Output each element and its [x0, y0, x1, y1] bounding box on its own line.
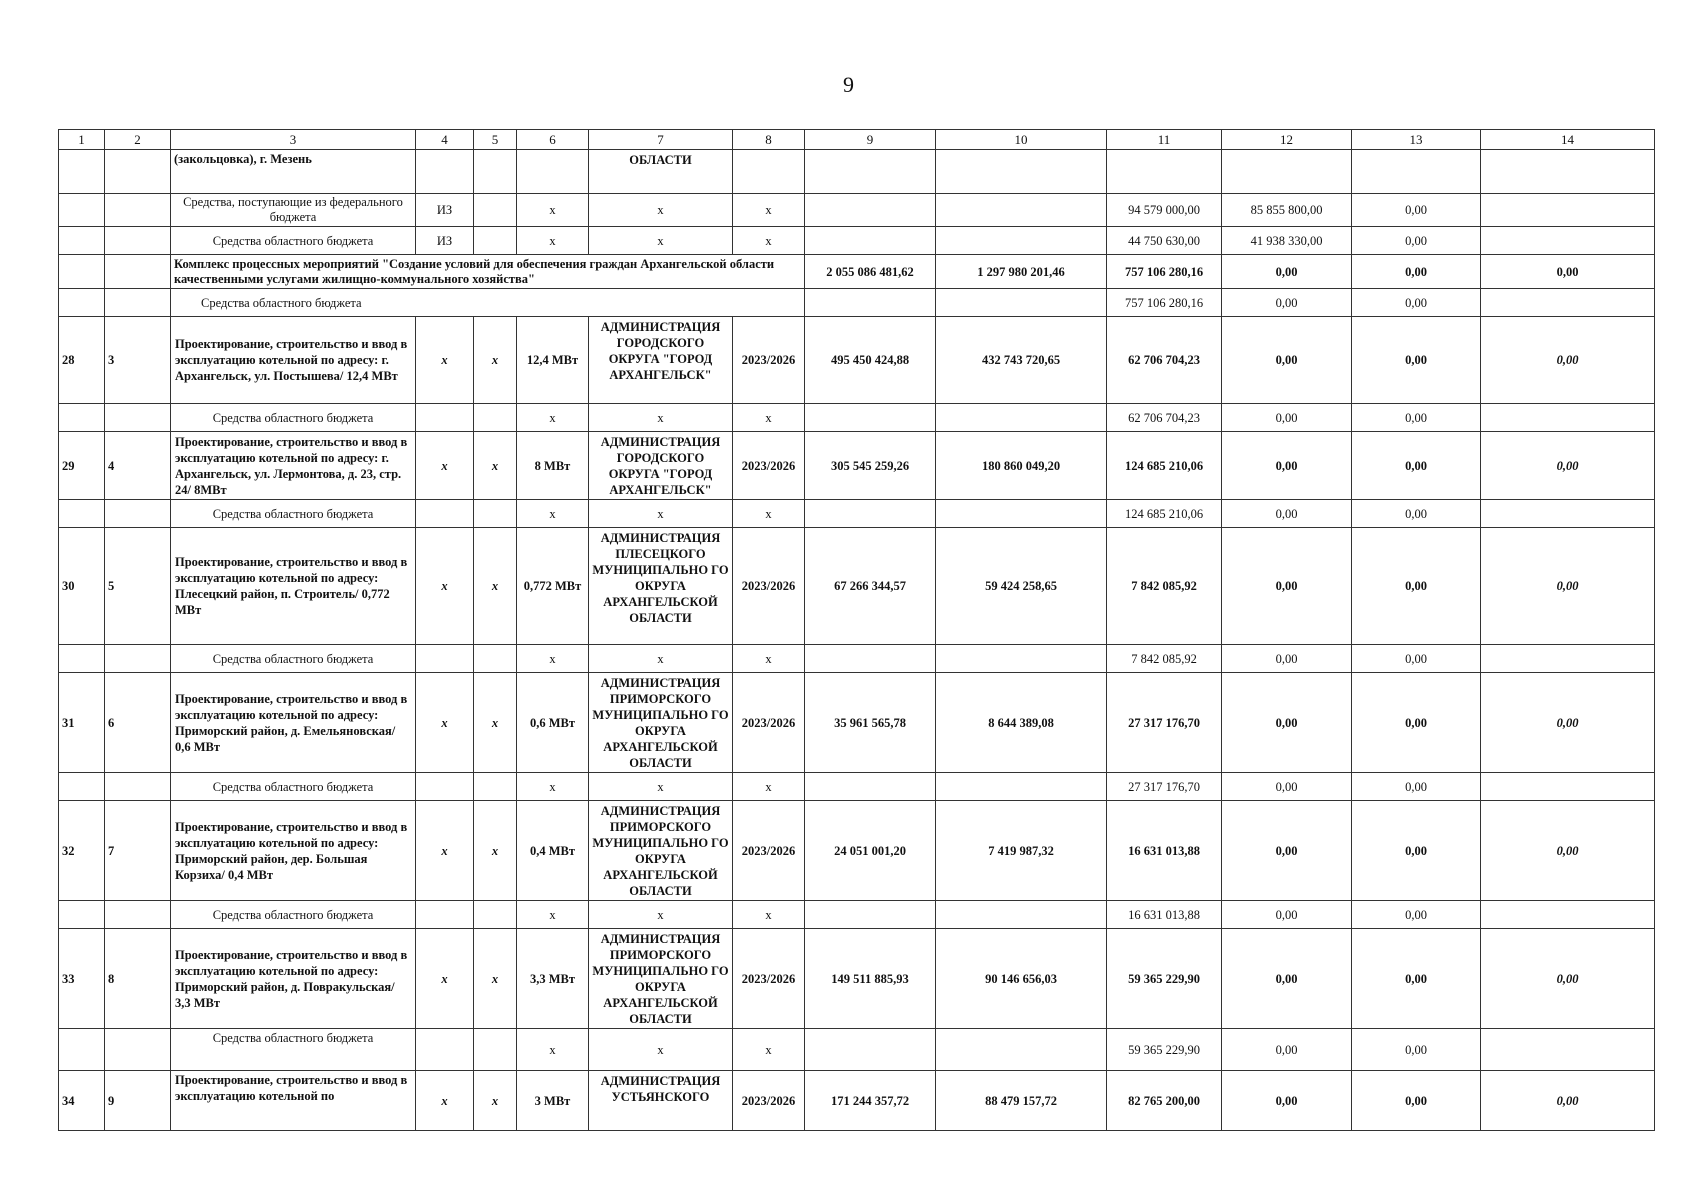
- cell: x: [474, 317, 517, 404]
- cell: ИЗ: [416, 194, 474, 227]
- period: 2023/2026: [733, 528, 805, 645]
- column-number: 4: [416, 130, 474, 150]
- cell: [474, 645, 517, 673]
- period: 2023/2026: [733, 1071, 805, 1131]
- funding-source: Средства областного бюджета: [171, 227, 416, 255]
- item-number: 5: [105, 528, 171, 645]
- cell: 0,00: [1222, 901, 1352, 929]
- cell: x: [589, 227, 733, 255]
- cell: x: [474, 801, 517, 901]
- cell: 41 938 330,00: [1222, 227, 1352, 255]
- cell: 0,00: [1352, 1029, 1481, 1071]
- cell: [416, 404, 474, 432]
- cell: [1481, 500, 1655, 528]
- cell: 0,00: [1352, 528, 1481, 645]
- item-name: Проектирование, строительство и ввод в эксплуатацию котельной по адресу: г. Архангельск, ул. Постышева/ 12,4 МВт: [171, 317, 416, 404]
- cell: x: [474, 673, 517, 773]
- table-row: [59, 673, 1655, 773]
- cell: x: [517, 404, 589, 432]
- cell: x: [474, 1071, 517, 1131]
- item-name: Проектирование, строительство и ввод в эксплуатацию котельной по адресу: Приморский район, дер. Большая Корзиха/ 0,4 МВт: [171, 801, 416, 901]
- cell: x: [517, 500, 589, 528]
- cell: x: [416, 432, 474, 500]
- cell: x: [416, 1071, 474, 1131]
- table-row: [59, 432, 1655, 500]
- funding-source: Средства областного бюджета: [171, 1029, 416, 1071]
- cell: x: [589, 773, 733, 801]
- cell: 16 631 013,88: [1107, 901, 1222, 929]
- cell: 0,00: [1222, 500, 1352, 528]
- item-name: Проектирование, строительство и ввод в эксплуатацию котельной по: [171, 1071, 416, 1131]
- cell: ИЗ: [416, 227, 474, 255]
- column-number: 12: [1222, 130, 1352, 150]
- cell: [1481, 901, 1655, 929]
- period: 2023/2026: [733, 673, 805, 773]
- cell: 757 106 280,16: [1107, 289, 1222, 317]
- responsible-org: ОБЛАСТИ: [589, 150, 733, 194]
- cell: [416, 1029, 474, 1071]
- funding-source: Средства областного бюджета: [171, 773, 416, 801]
- column-number: 13: [1352, 130, 1481, 150]
- cell: 59 424 258,65: [936, 528, 1107, 645]
- cell: 0,00: [1352, 901, 1481, 929]
- cell: [416, 500, 474, 528]
- capacity: 3 МВт: [517, 1071, 589, 1131]
- cell: 16 631 013,88: [1107, 801, 1222, 901]
- cell: x: [416, 801, 474, 901]
- cell: x: [589, 645, 733, 673]
- column-number: 14: [1481, 130, 1655, 150]
- responsible-org: АДМИНИСТРАЦИЯ ПРИМОРСКОГО МУНИЦИПАЛЬНО ГО ОКРУГА АРХАНГЕЛЬСКОЙ ОБЛАСТИ: [589, 801, 733, 901]
- cell: 0,00: [1352, 673, 1481, 773]
- cell: [805, 1029, 936, 1071]
- column-number: 10: [936, 130, 1107, 150]
- responsible-org: АДМИНИСТРАЦИЯ ГОРОДСКОГО ОКРУГА "ГОРОД АРХАНГЕЛЬСК": [589, 432, 733, 500]
- row-number: 34: [59, 1071, 105, 1131]
- cell: 0,00: [1481, 1071, 1655, 1131]
- cell: x: [517, 901, 589, 929]
- cell: [1481, 1029, 1655, 1071]
- item-number: 9: [105, 1071, 171, 1131]
- column-number: 1: [59, 130, 105, 150]
- table-row: [59, 645, 1655, 673]
- cell: [474, 901, 517, 929]
- column-numbers-row: [59, 130, 1655, 150]
- table-row: [59, 773, 1655, 801]
- cell: x: [589, 901, 733, 929]
- funding-source: Средства областного бюджета: [171, 404, 416, 432]
- cell: [1481, 773, 1655, 801]
- table-row: [59, 404, 1655, 432]
- cell: 0,00: [1352, 500, 1481, 528]
- cell: 27 317 176,70: [1107, 673, 1222, 773]
- cell: 0,00: [1222, 432, 1352, 500]
- funding-source: Средства областного бюджета: [171, 645, 416, 673]
- cell: x: [416, 317, 474, 404]
- complex-title: Комплекс процессных мероприятий "Создание условий для обеспечения граждан Архангельской области качественными услугами жилищно-коммунального хозяйства": [171, 255, 805, 289]
- capacity: 8 МВт: [517, 432, 589, 500]
- cell: 0,00: [1222, 645, 1352, 673]
- cell: [936, 500, 1107, 528]
- table-row: [59, 150, 1655, 194]
- funding-source: Средства областного бюджета: [171, 500, 416, 528]
- cell: 0,00: [1352, 404, 1481, 432]
- column-number: 2: [105, 130, 171, 150]
- cell: 0,00: [1352, 432, 1481, 500]
- cell: [474, 773, 517, 801]
- cell: x: [474, 432, 517, 500]
- column-number: 11: [1107, 130, 1222, 150]
- cell: x: [733, 227, 805, 255]
- cell: 0,00: [1481, 929, 1655, 1029]
- cell: 82 765 200,00: [1107, 1071, 1222, 1131]
- cell: [59, 404, 105, 432]
- cell: [805, 773, 936, 801]
- funding-source: Средства областного бюджета: [171, 901, 416, 929]
- financing-table: [58, 129, 1655, 1131]
- cell: [59, 901, 105, 929]
- cell: x: [589, 500, 733, 528]
- table-row: [59, 317, 1655, 404]
- cell: [105, 901, 171, 929]
- cell: x: [733, 1029, 805, 1071]
- capacity: 0,4 МВт: [517, 801, 589, 901]
- cell: x: [416, 673, 474, 773]
- cell: 90 146 656,03: [936, 929, 1107, 1029]
- cell: x: [589, 1029, 733, 1071]
- cell: x: [589, 194, 733, 227]
- row-number: 31: [59, 673, 105, 773]
- cell: x: [733, 194, 805, 227]
- cell: x: [733, 500, 805, 528]
- row-number: 33: [59, 929, 105, 1029]
- column-number: 3: [171, 130, 416, 150]
- capacity: 0,772 МВт: [517, 528, 589, 645]
- cell: 7 842 085,92: [1107, 645, 1222, 673]
- cell: 0,00: [1352, 227, 1481, 255]
- capacity: 3,3 МВт: [517, 929, 589, 1029]
- item-name: Проектирование, строительство и ввод в эксплуатацию котельной по адресу: г. Архангельск, ул. Лермонтова, д. 23, стр. 24/ 8МВт: [171, 432, 416, 500]
- cell: x: [733, 404, 805, 432]
- item-number: 6: [105, 673, 171, 773]
- funding-source: Средства, поступающие из федерального бюджета: [171, 194, 416, 227]
- cell: [416, 645, 474, 673]
- table-row: [59, 227, 1655, 255]
- cell: [105, 645, 171, 673]
- cell: [105, 500, 171, 528]
- cell: [936, 1029, 1107, 1071]
- cell: 62 706 704,23: [1107, 404, 1222, 432]
- cell: x: [517, 1029, 589, 1071]
- cell: 0,00: [1352, 1071, 1481, 1131]
- cell: [805, 645, 936, 673]
- cell: 0,00: [1222, 1071, 1352, 1131]
- table-row: [59, 255, 1655, 289]
- cell: [105, 1029, 171, 1071]
- table-row: [59, 289, 1655, 317]
- cell: 24 051 001,20: [805, 801, 936, 901]
- cell: 2 055 086 481,62: [805, 255, 936, 289]
- cell: 27 317 176,70: [1107, 773, 1222, 801]
- cell: 0,00: [1222, 673, 1352, 773]
- cell: 0,00: [1481, 255, 1655, 289]
- cell: 0,00: [1352, 194, 1481, 227]
- item-name: (закольцовка), г. Мезень: [171, 150, 416, 194]
- cell: [805, 404, 936, 432]
- column-number: 5: [474, 130, 517, 150]
- cell: 0,00: [1222, 801, 1352, 901]
- cell: 0,00: [1352, 289, 1481, 317]
- column-number: 8: [733, 130, 805, 150]
- period: 2023/2026: [733, 929, 805, 1029]
- cell: [936, 901, 1107, 929]
- responsible-org: АДМИНИСТРАЦИЯ ПРИМОРСКОГО МУНИЦИПАЛЬНО ГО ОКРУГА АРХАНГЕЛЬСКОЙ ОБЛАСТИ: [589, 929, 733, 1029]
- table-row: [59, 528, 1655, 645]
- cell: 0,00: [1352, 645, 1481, 673]
- cell: 62 706 704,23: [1107, 317, 1222, 404]
- cell: 1 297 980 201,46: [936, 255, 1107, 289]
- page-number: 9: [843, 72, 854, 97]
- cell: 88 479 157,72: [936, 1071, 1107, 1131]
- cell: 7 842 085,92: [1107, 528, 1222, 645]
- cell: 67 266 344,57: [805, 528, 936, 645]
- cell: 8 644 389,08: [936, 673, 1107, 773]
- cell: [936, 645, 1107, 673]
- table-row: [59, 901, 1655, 929]
- cell: 0,00: [1222, 289, 1352, 317]
- cell: [59, 500, 105, 528]
- cell: [474, 404, 517, 432]
- cell: [474, 1029, 517, 1071]
- cell: 0,00: [1481, 801, 1655, 901]
- cell: 0,00: [1222, 404, 1352, 432]
- cell: x: [474, 929, 517, 1029]
- cell: 0,00: [1352, 317, 1481, 404]
- period: 2023/2026: [733, 432, 805, 500]
- cell: 757 106 280,16: [1107, 255, 1222, 289]
- table-row: [59, 1029, 1655, 1071]
- cell: x: [474, 528, 517, 645]
- cell: 0,00: [1222, 929, 1352, 1029]
- table-row: [59, 929, 1655, 1029]
- cell: 0,00: [1222, 528, 1352, 645]
- row-number: 28: [59, 317, 105, 404]
- cell: x: [733, 773, 805, 801]
- capacity: 12,4 МВт: [517, 317, 589, 404]
- table-row: [59, 801, 1655, 901]
- cell: x: [517, 227, 589, 255]
- cell: 149 511 885,93: [805, 929, 936, 1029]
- cell: [59, 1029, 105, 1071]
- cell: x: [733, 645, 805, 673]
- cell: x: [589, 404, 733, 432]
- responsible-org: АДМИНИСТРАЦИЯ УСТЬЯНСКОГО: [589, 1071, 733, 1131]
- cell: 0,00: [1352, 773, 1481, 801]
- cell: 0,00: [1352, 255, 1481, 289]
- cell: 0,00: [1352, 929, 1481, 1029]
- cell: x: [517, 194, 589, 227]
- table-row: [59, 1071, 1655, 1131]
- cell: 44 750 630,00: [1107, 227, 1222, 255]
- cell: [1481, 645, 1655, 673]
- period: 2023/2026: [733, 801, 805, 901]
- cell: 59 365 229,90: [1107, 1029, 1222, 1071]
- cell: [1481, 404, 1655, 432]
- cell: 85 855 800,00: [1222, 194, 1352, 227]
- cell: 35 961 565,78: [805, 673, 936, 773]
- cell: [105, 404, 171, 432]
- cell: 0,00: [1222, 773, 1352, 801]
- funding-source: Средства областного бюджета: [171, 289, 805, 317]
- column-number: 7: [589, 130, 733, 150]
- cell: 124 685 210,06: [1107, 432, 1222, 500]
- cell: 0,00: [1222, 1029, 1352, 1071]
- item-number: 4: [105, 432, 171, 500]
- cell: [59, 645, 105, 673]
- cell: 0,00: [1352, 801, 1481, 901]
- cell: 432 743 720,65: [936, 317, 1107, 404]
- capacity: 0,6 МВт: [517, 673, 589, 773]
- column-number: 6: [517, 130, 589, 150]
- cell: 94 579 000,00: [1107, 194, 1222, 227]
- cell: [805, 500, 936, 528]
- responsible-org: АДМИНИСТРАЦИЯ ПЛЕСЕЦКОГО МУНИЦИПАЛЬНО ГО ОКРУГА АРХАНГЕЛЬСКОЙ ОБЛАСТИ: [589, 528, 733, 645]
- cell: x: [416, 528, 474, 645]
- cell: 59 365 229,90: [1107, 929, 1222, 1029]
- cell: 0,00: [1481, 317, 1655, 404]
- cell: [805, 901, 936, 929]
- cell: 305 545 259,26: [805, 432, 936, 500]
- cell: 0,00: [1222, 255, 1352, 289]
- responsible-org: АДМИНИСТРАЦИЯ ГОРОДСКОГО ОКРУГА "ГОРОД АРХАНГЕЛЬСК": [589, 317, 733, 404]
- table-row: [59, 194, 1655, 227]
- cell: 0,00: [1481, 528, 1655, 645]
- cell: [936, 404, 1107, 432]
- column-number: 9: [805, 130, 936, 150]
- cell: [59, 773, 105, 801]
- cell: 0,00: [1481, 432, 1655, 500]
- cell: 0,00: [1222, 317, 1352, 404]
- item-name: Проектирование, строительство и ввод в эксплуатацию котельной по адресу: Плесецкий район, п. Строитель/ 0,772 МВт: [171, 528, 416, 645]
- cell: x: [517, 773, 589, 801]
- cell: [936, 773, 1107, 801]
- item-name: Проектирование, строительство и ввод в эксплуатацию котельной по адресу: Приморский район, д. Повракульская/ 3,3 МВт: [171, 929, 416, 1029]
- cell: [105, 773, 171, 801]
- row-number: 30: [59, 528, 105, 645]
- row-number: 32: [59, 801, 105, 901]
- item-number: 7: [105, 801, 171, 901]
- cell: [474, 500, 517, 528]
- cell: 180 860 049,20: [936, 432, 1107, 500]
- cell: 171 244 357,72: [805, 1071, 936, 1131]
- item-name: Проектирование, строительство и ввод в эксплуатацию котельной по адресу: Приморский район, д. Емельяновская/ 0,6 МВт: [171, 673, 416, 773]
- period: 2023/2026: [733, 317, 805, 404]
- cell: [416, 773, 474, 801]
- cell: [416, 901, 474, 929]
- cell: 7 419 987,32: [936, 801, 1107, 901]
- item-number: 8: [105, 929, 171, 1029]
- responsible-org: АДМИНИСТРАЦИЯ ПРИМОРСКОГО МУНИЦИПАЛЬНО ГО ОКРУГА АРХАНГЕЛЬСКОЙ ОБЛАСТИ: [589, 673, 733, 773]
- cell: 124 685 210,06: [1107, 500, 1222, 528]
- cell: 0,00: [1481, 673, 1655, 773]
- table-row: [59, 500, 1655, 528]
- cell: 495 450 424,88: [805, 317, 936, 404]
- cell: x: [416, 929, 474, 1029]
- cell: x: [517, 645, 589, 673]
- item-number: 3: [105, 317, 171, 404]
- row-number: 29: [59, 432, 105, 500]
- cell: x: [733, 901, 805, 929]
